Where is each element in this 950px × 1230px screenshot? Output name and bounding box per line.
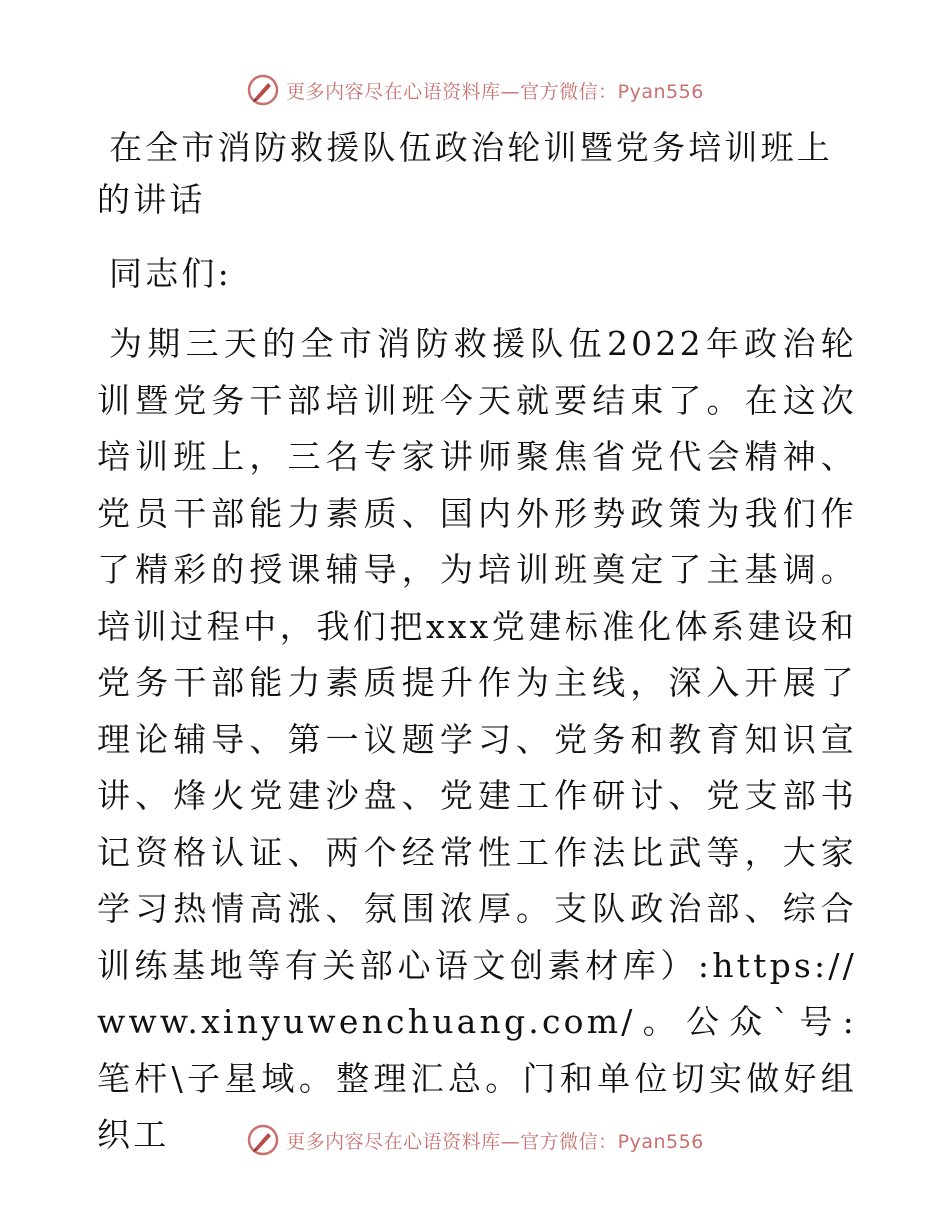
greeting: 同志们:: [109, 254, 232, 293]
header-watermark: [0, 72, 950, 108]
body-paragraph: 为期三天的全市消防救援队伍2022年政治轮训暨党务干部培训班今天就要结束了。在这次培训班上，三名专家讲师聚焦省党代会精神、党员干部能力素质、国内外形势政策为我们作了精彩的授课辅导，为培训班奠定了主基调。培训过程中，我们把xxx党建标准化体系建设和党务干部能力素质提升作为主线，深入开展了理论辅导、第一议题学习、党务和教育知识宣讲、烽火党建沙盘、党建工作研讨、党支部书记资格认证、两个经常性工作法比武等，大家学习热情高涨、氛围浓厚。支队政治部、综合训练基地等有关部心语文创素材库）:https://www.xinyuwenchuang.com/。公众`号: 笔杆\子星域。整理汇总。门和单位切实做好组织工: [97, 324, 857, 1154]
document-title: 在全市消防救援队伍政治轮训暨党务培训班上的讲话: [97, 128, 833, 219]
watermark-text: 更多内容尽在心语资料库—官方微信：Pyan556: [286, 1130, 704, 1153]
document-body: [97, 122, 857, 1164]
footer-watermark: [0, 1122, 950, 1158]
pen-logo-icon: [246, 73, 280, 107]
watermark-text: 更多内容尽在心语资料库—官方微信：Pyan556: [286, 80, 704, 103]
pen-logo-icon: [246, 1123, 280, 1157]
